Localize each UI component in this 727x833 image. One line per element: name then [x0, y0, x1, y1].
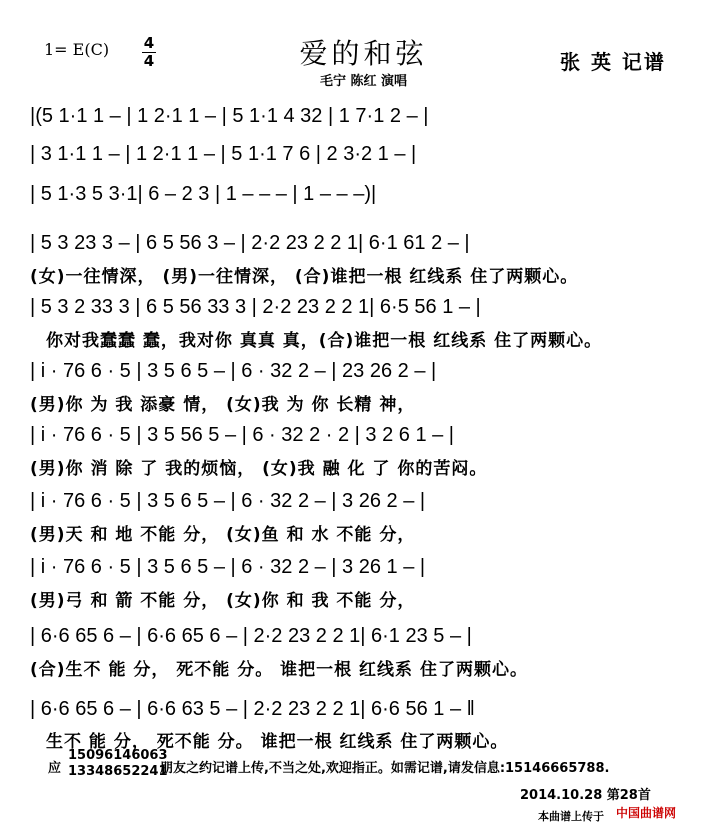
lyric-row: 你对我蠢蠢 蠢，我对你 真真 真，(合)谁把一根 红线系 住了两颗心。 — [46, 331, 603, 351]
notation-row: | 6·6 65 6 – | 6·6 63 5 – | 2·2 23 2 2 1| 6·6 56 1 – ‖ — [30, 698, 475, 720]
footer-note: 朋友之约记谱上传,不当之处,欢迎指正。如需记谱,请发信息:15146665788. — [160, 761, 610, 776]
notation-row: | 5 3 2 33 3 | 6 5 56 33 3 | 2·2 23 2 2 1| 6·5 56 1 – | — [30, 296, 481, 318]
notation-row: |(5 1·1 1 – | 1 2·1 1 – | 5 1·1 4 32 | 1 7·1 2 – | — [30, 105, 429, 127]
notation-row: | 5 3 23 3 – | 6 5 56 3 – | 2·2 23 2 2 1| 6·1 61 2 – | — [30, 232, 470, 254]
singers: 毛宁 陈红 演唱 — [319, 74, 408, 89]
notation-row: | i · 76 6 · 5 | 3 5 6 5 – | 6 · 32 2 – | 3 26 1 – | — [30, 556, 426, 578]
notation-row: | i · 76 6 · 5 | 3 5 6 5 – | 6 · 32 2 – | 3 26 2 – | — [30, 490, 426, 512]
notation-row: | 5 1·3 5 3·1| 6 – 2 3 | 1 – – – | 1 – – –)| — [30, 183, 377, 205]
lyric-row: (男)天 和 地 不能 分， (女)鱼 和 水 不能 分， — [30, 525, 416, 545]
lyric-row: (男)你 为 我 添豪 情， (女)我 为 你 长精 神， — [30, 395, 416, 415]
footer-phones — [68, 748, 168, 780]
time-denominator: 4 — [143, 52, 155, 70]
time-numerator: 4 — [143, 34, 155, 52]
phone-2: 13348652241 — [68, 764, 168, 779]
footer-date: 2014.10.28 第28首 — [520, 788, 651, 803]
lyric-row: (合)生不 能 分， 死不能 分。 谁把一根 红线系 住了两颗心。 — [30, 660, 528, 680]
lyric-row: (女)一往情深， (男)一往情深， (合)谁把一根 红线系 住了两颗心。 — [30, 267, 579, 287]
notation-row: | i · 76 6 · 5 | 3 5 56 5 – | 6 · 32 2 · 2 | 3 2 6 1 – | — [30, 424, 454, 446]
lyric-row: (男)弓 和 箭 不能 分， (女)你 和 我 不能 分， — [30, 591, 416, 611]
site-logo[interactable]: 中国曲谱网 — [616, 806, 677, 820]
notation-row: | 6·6 65 6 – | 6·6 65 6 – | 2·2 23 2 2 1| 6·1 23 5 – | — [30, 625, 472, 647]
notation-row: | 3 1·1 1 – | 1 2·1 1 – | 5 1·1 7 6 | 2 3·2 1 – | — [30, 143, 417, 165]
footer-upload: 本曲谱上传于 — [538, 810, 604, 823]
footer-ying: 应 — [48, 761, 62, 776]
lyric-row: (男)你 消 除 了 我的烦恼， (女)我 融 化 了 你的苦闷。 — [30, 459, 488, 479]
key-signature: 1= E(C) — [44, 40, 110, 59]
song-title: 爱的和弦 — [299, 37, 428, 70]
notation-row: | i · 76 6 · 5 | 3 5 6 5 – | 6 · 32 2 – | 23 26 2 – | — [30, 360, 437, 382]
phone-1: 15096146063 — [68, 748, 168, 763]
lyric-row: 生不 能 分， 死不能 分。 谁把一根 红线系 住了两颗心。 — [46, 732, 509, 752]
arranger: 张 英 记谱 — [560, 50, 666, 74]
